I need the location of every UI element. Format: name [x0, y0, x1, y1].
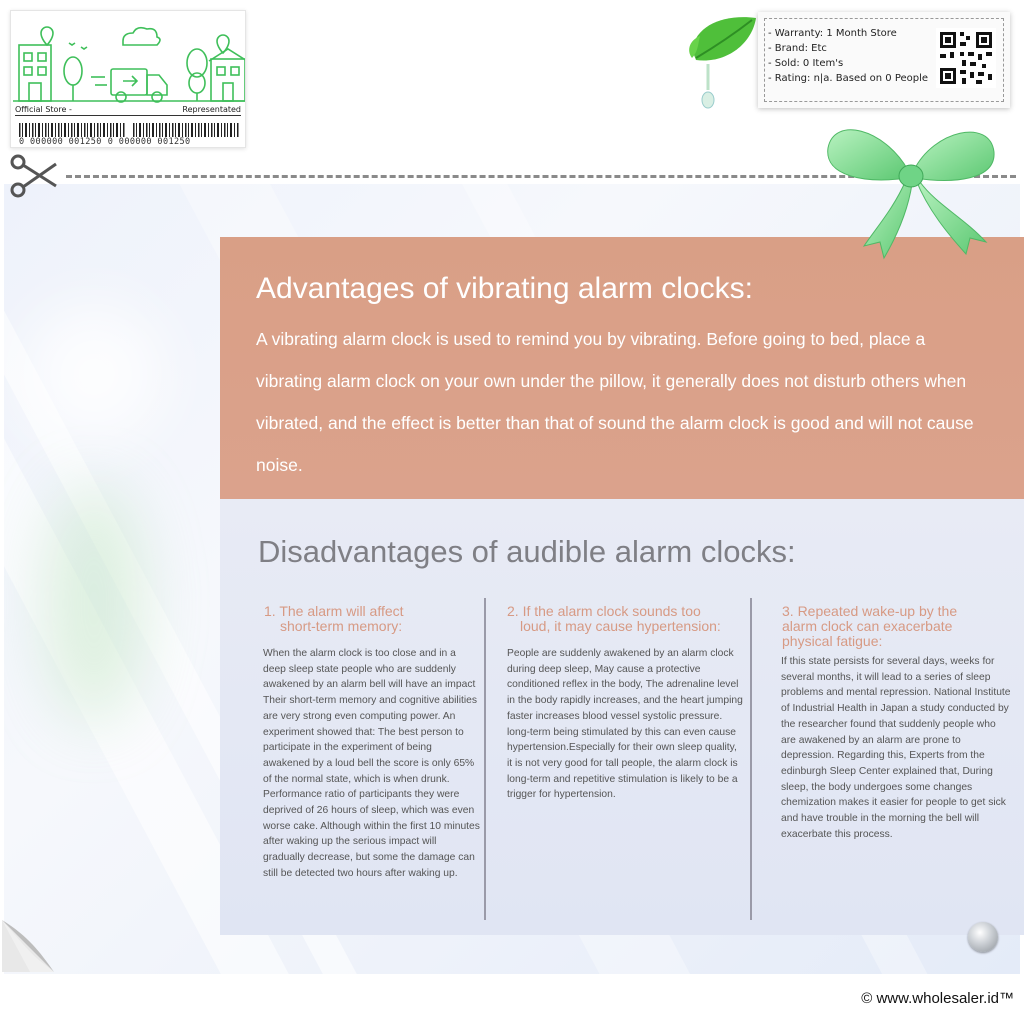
- copyright-text: © www.wholesaler.id™: [861, 990, 1014, 1007]
- column-divider: [484, 598, 486, 920]
- column-3-title: 3. Repeated wake-up by the alarm clock can exacerbate physical fatigue:: [782, 603, 958, 649]
- brand-text: - Brand: Etc: [768, 43, 827, 54]
- page-curl-icon: [0, 918, 56, 974]
- knob-icon: [968, 922, 998, 952]
- product-info-list: [768, 26, 928, 86]
- city-delivery-icon: [11, 11, 246, 107]
- warranty-text: - Warranty: 1 Month Store: [768, 28, 897, 39]
- barcode-icon: [19, 123, 239, 137]
- column-2-body: People are suddenly awakened by an alarm clock during deep sleep, May cause a protective conditioned reflex in the body, The adrenaline level in the body rapidly increases, and the heart jumping faster increases blood vessel systolic pressure. long-term being stimulated by this can even cause hypertension.Especially for their own sleep quality, it is not very good for tall people, the alarm clock is long-term and repetitive stimulation is likely to be a trigger for hypertension.: [507, 648, 743, 801]
- qr-code-icon[interactable]: [936, 28, 996, 88]
- column-2-title: 2. If the alarm clock sounds too loud, it may cause hypertension:: [507, 603, 721, 634]
- store-card: [10, 10, 246, 148]
- advantages-title: Advantages of vibrating alarm clocks:: [256, 272, 753, 305]
- official-store-label: Official Store -: [15, 105, 72, 114]
- sold-text: - Sold: 0 Item's: [768, 58, 844, 69]
- scissors-icon: [8, 152, 60, 200]
- column-3-body: If this state persists for several days, weeks for several months, it will lead to a series of sleep problems and mental repression. National Institute of Industrial Health in Japan a study conducted by the researcher found that suddenly people who are awakened by an alarm are prone to depression. Regarding this, Experts from the edinburgh Sleep Center explained that, During sleep, the body undergoes some changes chemization makes it easier for people to get sick and have trouble in the morning the bell will exacerbate this process.: [781, 656, 1011, 840]
- disadvantages-title: Disadvantages of audible alarm clocks:: [258, 534, 796, 569]
- barcode-numbers: 0 000000 001250 0 000000 001250: [19, 137, 191, 147]
- column-divider: [750, 598, 752, 920]
- bow-icon: [824, 118, 996, 268]
- rating-text: - Rating: n|a. Based on 0 People: [768, 73, 929, 84]
- advantages-body: A vibrating alarm clock is used to remind you by vibrating. Before going to bed, place a vibrating alarm clock on your own under the pillow, it generally does not disturb others when vibrated, and the effect is better than that of sound the alarm clock is good and will not cause noise.: [256, 329, 974, 475]
- represented-label: Representated: [182, 105, 241, 114]
- leaf-icon: [686, 10, 760, 110]
- store-row: [15, 105, 241, 116]
- column-1-body: When the alarm clock is too close and in a deep sleep state people who are suddenly awakened by an alarm bell will have an impact Their short-term memory and cognitive abilities are very strong even computing power. An experiment showed that: The best person to participate in the experiment of being awakened by a loud bell the score is only 65% of the normal state, which is when drunk. Performance ratio of participants they were deprived of 26 hours of sleep, which was even worse cake. Although within the first 10 minutes after waking up the serious impact will gradually decrease, but some the damage can still be detected two hours after waking up.: [263, 648, 480, 879]
- column-1-title: 1. The alarm will affect short-term memory:: [264, 603, 404, 634]
